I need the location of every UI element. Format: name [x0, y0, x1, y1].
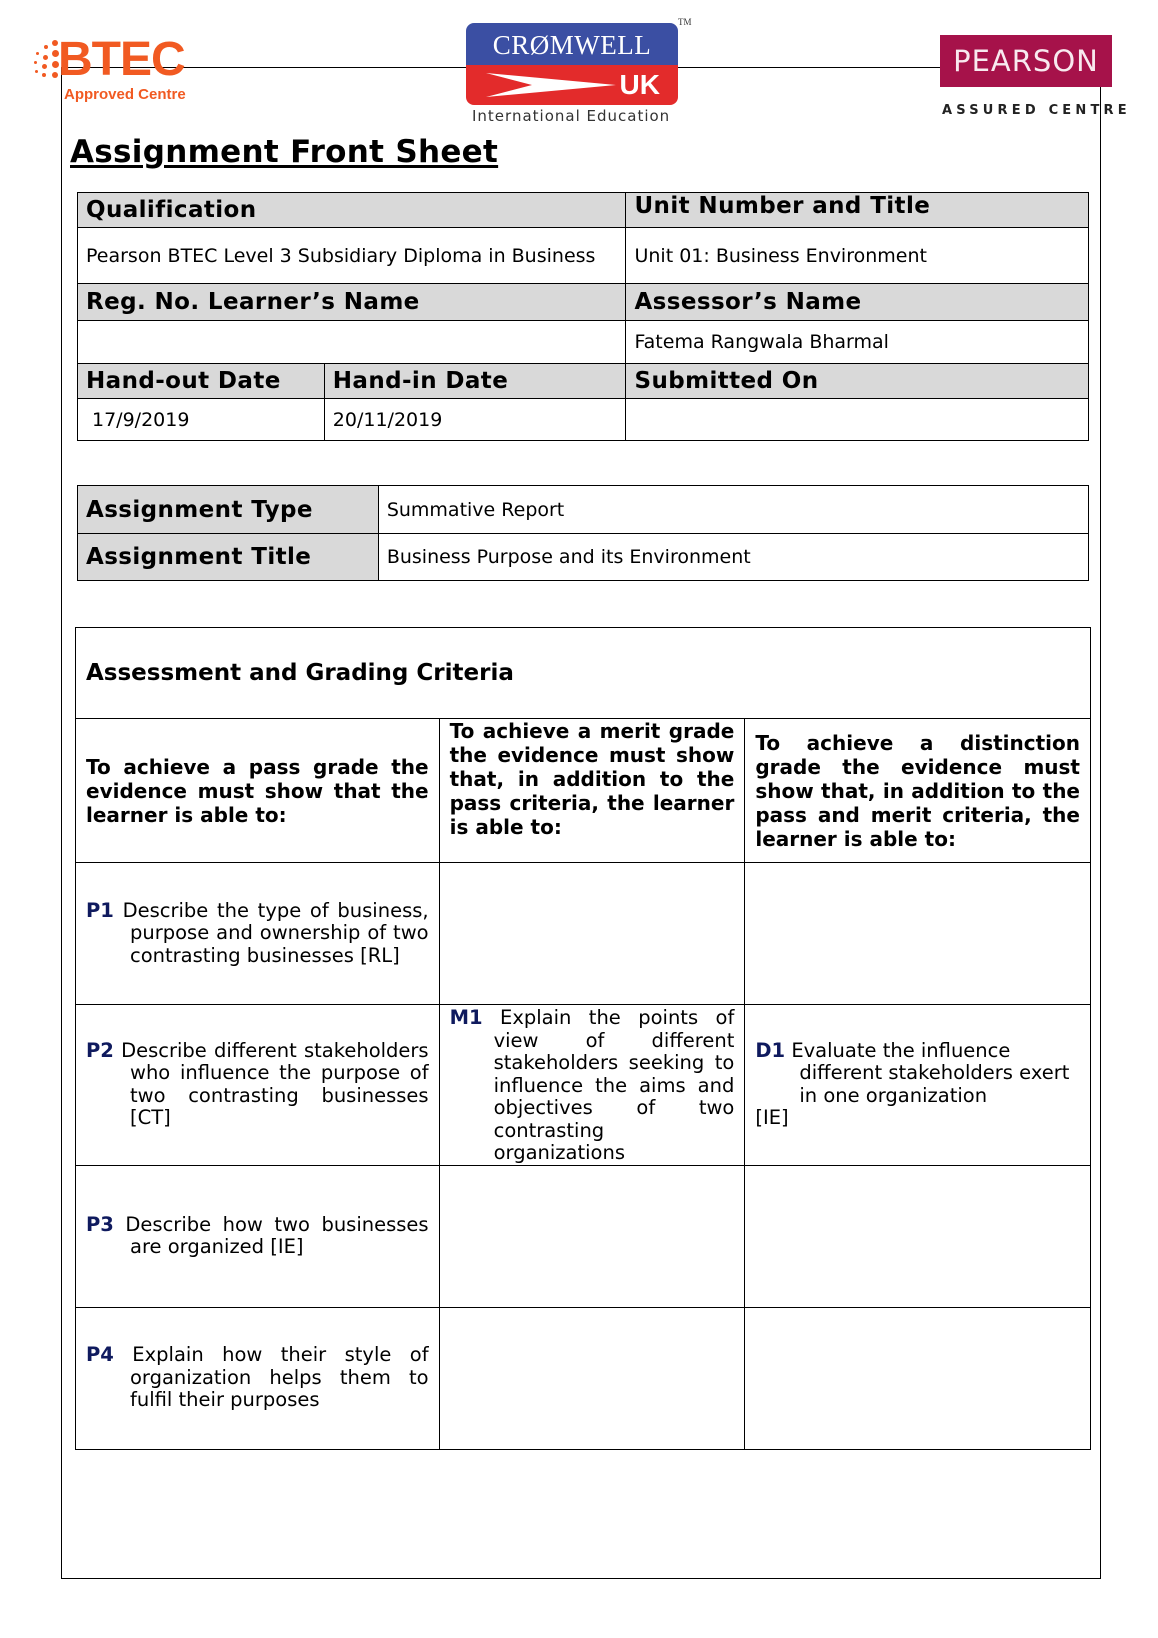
criterion-code: D1 — [755, 1038, 786, 1062]
unit-label: Unit Number and Title — [626, 193, 1089, 228]
criterion-code: P4 — [86, 1343, 114, 1367]
criterion-d1 — [745, 1005, 1091, 1166]
criterion-text: Evaluate the influence different stakeholders exert in one organization — [791, 1038, 1070, 1107]
btec-subtitle: Approved Centre — [64, 86, 186, 103]
distinction-column-header: To achieve a distinction grade the evidence must show that, in addition to the pass and merit criteria, the learner is able to: — [745, 719, 1091, 863]
cromwell-logo — [466, 23, 678, 105]
btec-wordmark: BTEC — [58, 33, 185, 86]
handout-value: 17/9/2019 — [78, 399, 325, 441]
criterion-code: P1 — [86, 898, 114, 922]
criterion-code: P3 — [86, 1212, 114, 1236]
criterion-text: Describe different stakeholders who influence the purpose of two contrasting businesses [CT] — [121, 1038, 429, 1130]
learner-label: Reg. No. Learner’s Name — [78, 284, 626, 321]
criterion-p4 — [76, 1307, 440, 1449]
arrow-icon — [486, 71, 616, 99]
criterion-text: Describe the type of business, purpose and ownership of two contrasting businesses [RL] — [122, 898, 429, 967]
assignment-type-value: Summative Report — [378, 486, 1088, 534]
criterion-p1 — [76, 863, 440, 1005]
merit-column-header: To achieve a merit grade the evidence must show that, in addition to the pass criteria, the learner is able to: — [439, 719, 745, 863]
criterion-code: P2 — [86, 1038, 114, 1062]
table-row — [76, 863, 1091, 1005]
qualification-value: Pearson BTEC Level 3 Subsidiary Diploma in Business — [78, 228, 626, 284]
table-row — [76, 1165, 1091, 1307]
learner-value — [78, 321, 626, 364]
criterion-code: M1 — [449, 1006, 483, 1029]
assignment-table — [77, 485, 1089, 581]
table-row — [76, 1307, 1091, 1449]
pass-column-header: To achieve a pass grade the evidence must show that the learner is able to: — [76, 719, 440, 863]
merit-cell-empty — [439, 1307, 745, 1449]
qualification-label: Qualification — [78, 193, 626, 228]
criterion-suffix: [IE] — [755, 1106, 789, 1130]
btec-logo — [30, 33, 200, 108]
distinction-cell-empty — [745, 1165, 1091, 1307]
pearson-logo: PEARSON — [940, 35, 1112, 87]
criterion-text: Describe how two businesses are organized [IE] — [125, 1212, 429, 1258]
details-table — [77, 192, 1089, 441]
criterion-p3 — [76, 1165, 440, 1307]
criterion-p2 — [76, 1005, 440, 1166]
pearson-subtitle: ASSURED CENTRE — [942, 103, 1131, 118]
cromwell-wordmark: CRØMWELL — [466, 23, 678, 65]
assignment-title-value: Business Purpose and its Environment — [378, 534, 1088, 581]
merit-cell-empty — [439, 1165, 745, 1307]
assignment-type-label: Assignment Type — [78, 486, 379, 534]
assessor-value: Fatema Rangwala Bharmal — [626, 321, 1089, 364]
handin-label: Hand-in Date — [324, 364, 626, 399]
handin-value: 20/11/2019 — [324, 399, 626, 441]
criterion-m1 — [439, 1005, 745, 1166]
grading-heading: Assessment and Grading Criteria — [76, 628, 1091, 719]
distinction-cell-empty — [745, 1307, 1091, 1449]
grading-criteria-table — [75, 627, 1091, 1450]
assessor-label: Assessor’s Name — [626, 284, 1089, 321]
submitted-value — [626, 399, 1089, 441]
handout-label: Hand-out Date — [78, 364, 325, 399]
page-title: Assignment Front Sheet — [70, 134, 499, 170]
criterion-text: Explain the points of view of different stakeholders seeking to influence the aims and objectives of two contrasting organizations — [493, 1006, 735, 1164]
cromwell-subtitle: International Education — [472, 107, 671, 121]
criterion-text: Explain how their style of organization helps them to fulfil their purposes — [130, 1343, 429, 1412]
trademark-mark: TM — [678, 17, 692, 27]
assignment-title-label: Assignment Title — [78, 534, 379, 581]
merit-cell-empty — [439, 863, 745, 1005]
unit-value: Unit 01: Business Environment — [626, 228, 1089, 284]
submitted-label: Submitted On — [626, 364, 1089, 399]
table-row — [76, 1005, 1091, 1166]
distinction-cell-empty — [745, 863, 1091, 1005]
cromwell-uk: UK — [619, 69, 660, 100]
